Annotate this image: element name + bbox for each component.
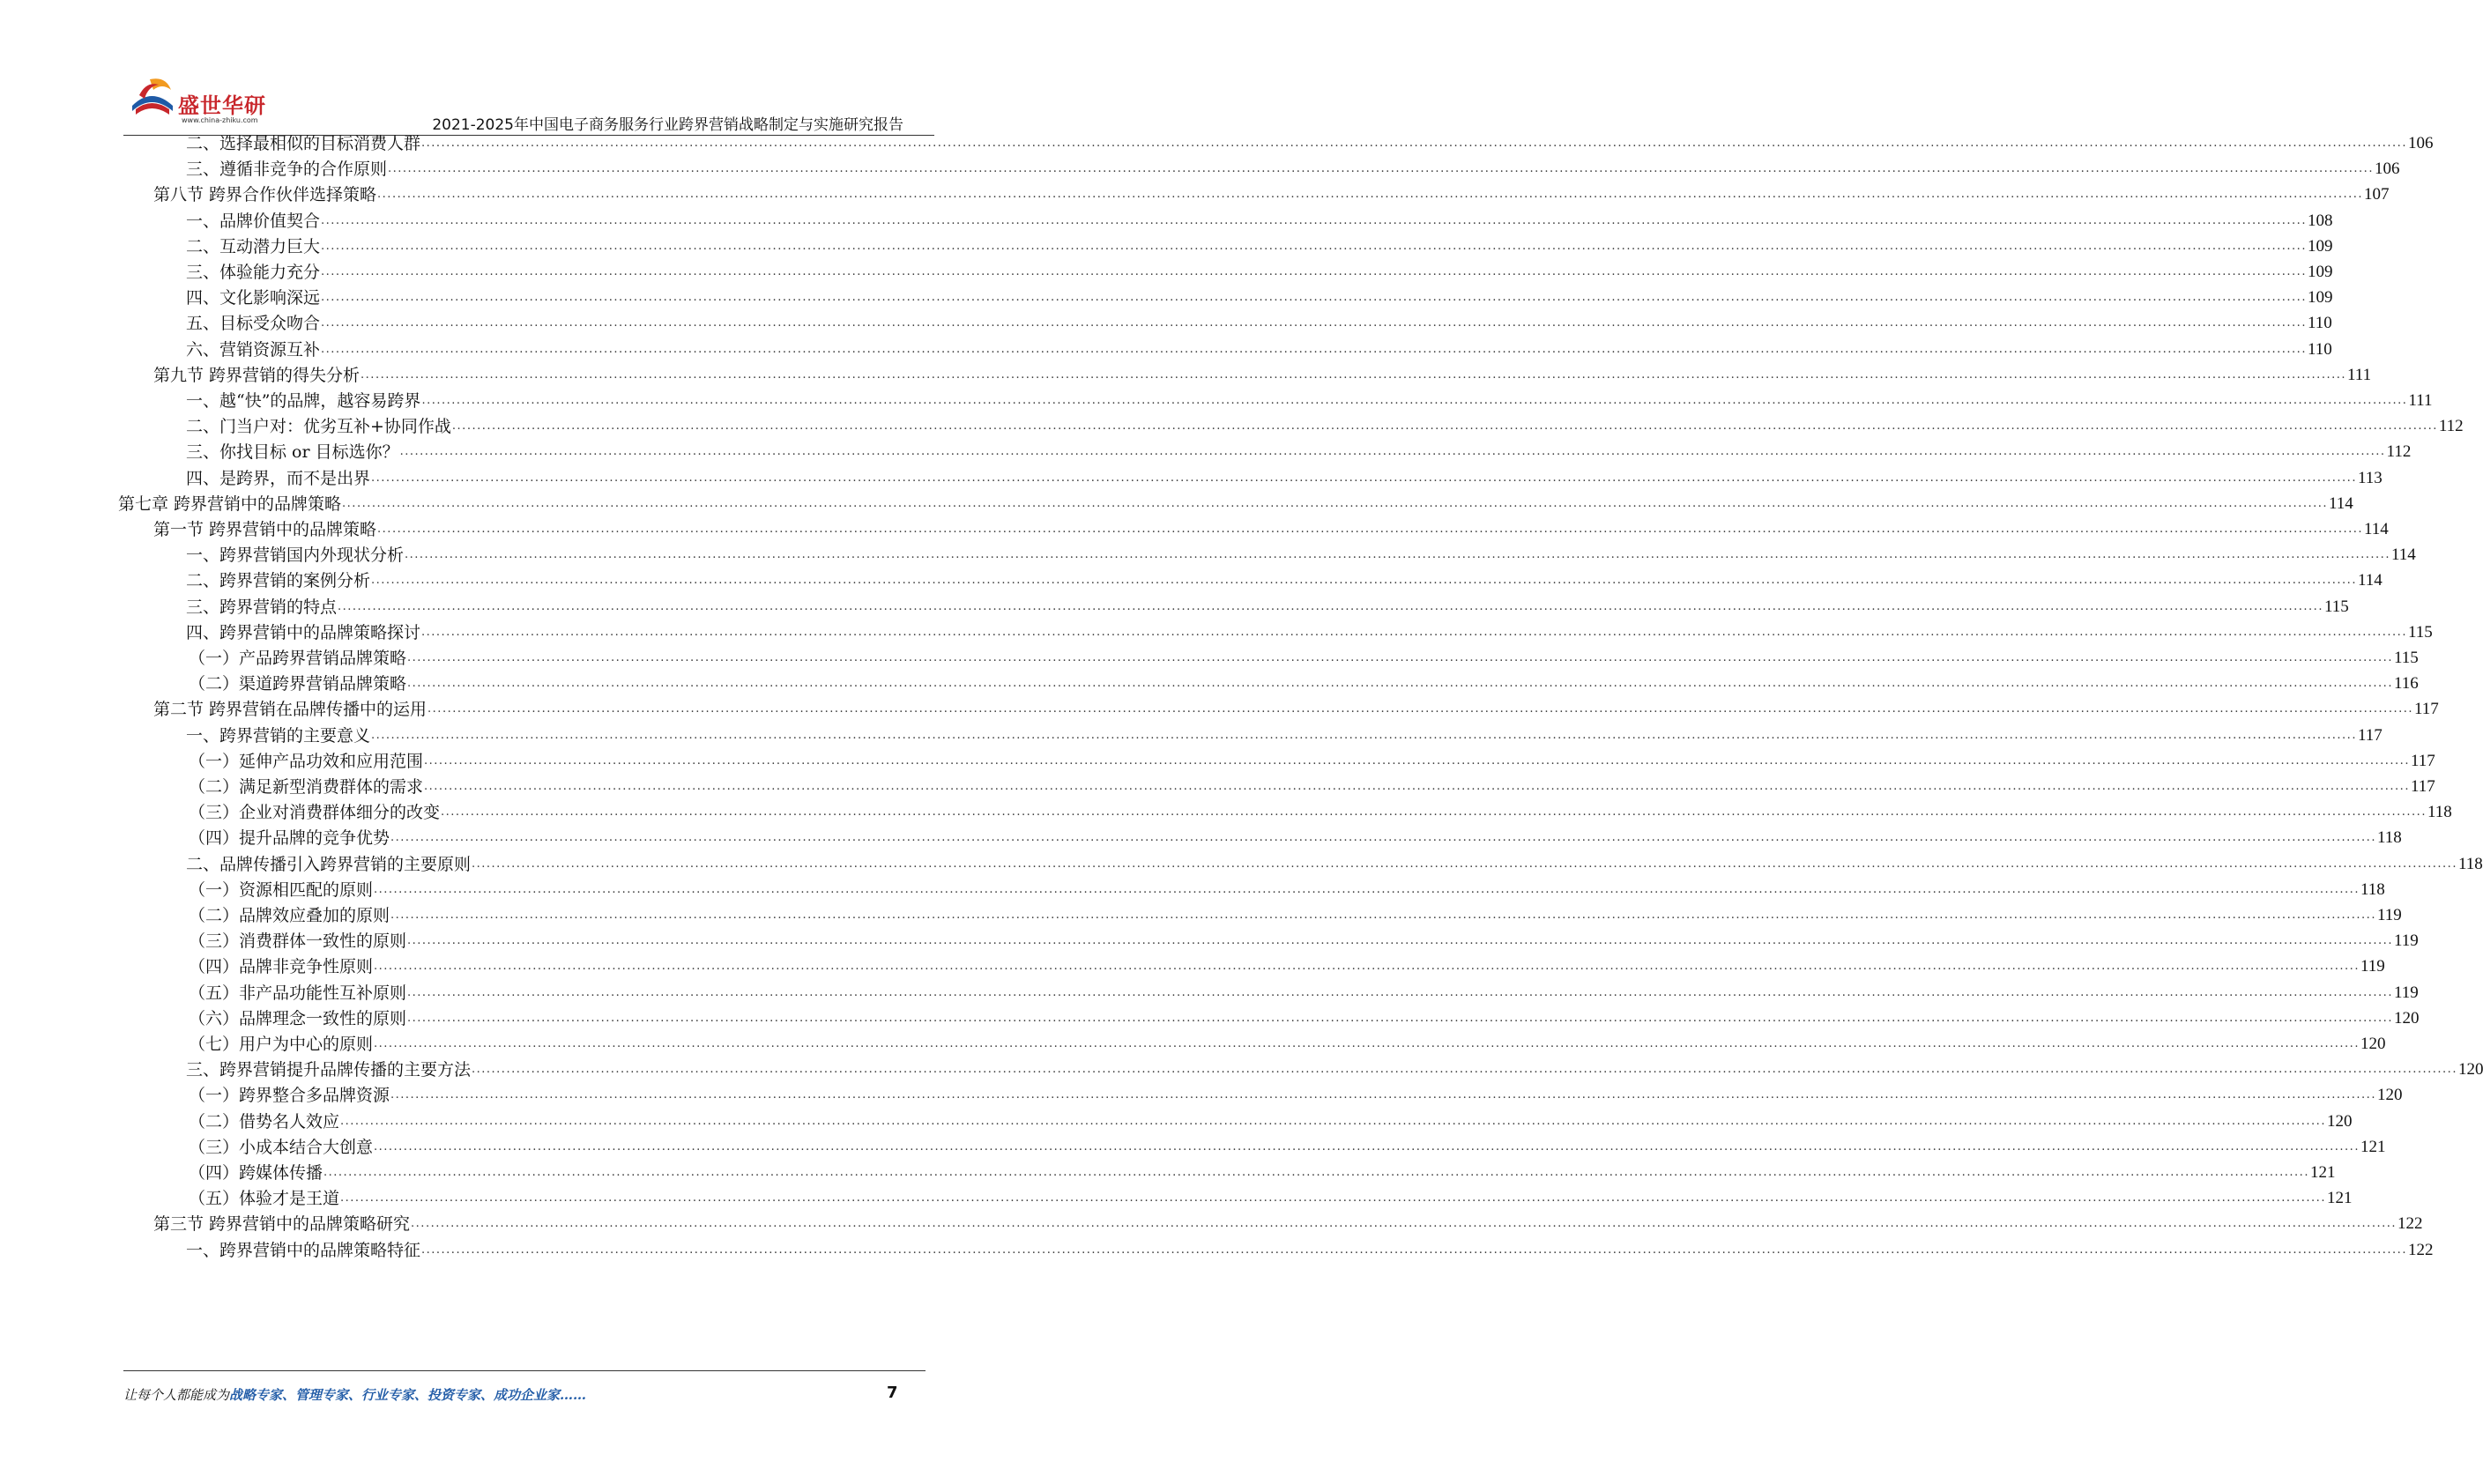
toc-entry-label: 第七章 跨界营销中的品牌策略 [118,493,342,514]
toc-entry[interactable] [189,745,2435,772]
toc-entry-page: 115 [2407,622,2433,642]
toc-dot-leader: ................................................................................................................................................................................................................................................................................................................................................................................................................ [340,1191,2326,1206]
toc-dot-leader: ................................................................................................................................................................................................................................................................................................................................................................................................................ [390,831,2376,845]
toc-entry[interactable] [186,848,2483,875]
toc-entry[interactable] [186,281,2333,308]
toc-entry-label: 二、选择最相似的目标消费人群 [186,134,421,153]
toc-entry[interactable] [186,333,2332,360]
toc-dot-leader: ................................................................................................................................................................................................................................................................................................................................................................................................................ [321,239,2307,253]
toc-dot-leader: ................................................................................................................................................................................................................................................................................................................................................................................................................ [390,1088,2376,1102]
toc-dot-leader: ................................................................................................................................................................................................................................................................................................................................................................................................................ [472,857,2457,871]
toc-entry-label: （三）企业对消费群体细分的改变 [189,803,441,823]
toc-entry-label: （四）品牌非竞争性原则 [189,957,374,977]
toc-entry-page: 121 [2309,1163,2336,1182]
toc-dot-leader: ................................................................................................................................................................................................................................................................................................................................................................................................................ [321,291,2307,305]
toc-entry-page: 108 [2307,211,2333,230]
toc-entry-page: 106 [2407,134,2434,152]
toc-entry-label: （二）品牌效应叠加的原则 [189,906,390,925]
toc-entry-label: （四）跨媒体传播 [189,1163,323,1183]
toc-entry-label: 三、遵循非竞争的合作原则 [186,160,388,180]
toc-entry[interactable] [186,564,2383,591]
toc-entry-page: 117 [2357,725,2383,745]
toc-entry[interactable] [186,127,2434,154]
toc-entry[interactable] [186,1234,2434,1261]
toc-entry-label: 三、跨界营销提升品牌传播的主要方法 [186,1060,472,1080]
toc-entry-page: 119 [2376,906,2402,924]
toc-entry[interactable] [186,204,2333,232]
toc-dot-leader: ................................................................................................................................................................................................................................................................................................................................................................................................................ [407,651,2393,664]
toc-entry-page: 109 [2307,263,2333,281]
toc-dot-leader: ................................................................................................................................................................................................................................................................................................................................................................................................................ [321,342,2307,356]
toc-entry-label: （五）非产品功能性互补原则 [189,983,407,1003]
slogan-highlight: 战略专家、管理专家、行业专家、投资专家、成功企业家…… [229,1387,587,1403]
toc-dot-leader: ................................................................................................................................................................................................................................................................................................................................................................................................................ [407,1011,2393,1025]
toc-entry[interactable] [189,821,2402,849]
toc-entry-page: 118 [2427,803,2452,822]
toc-entry-label: （五）体验才是王道 [189,1189,340,1209]
toc-entry[interactable] [186,590,2349,618]
toc-dot-leader: ................................................................................................................................................................................................................................................................................................................................................................................................................ [390,909,2376,922]
toc-dot-leader: ................................................................................................................................................................................................................................................................................................................................................................................................................ [361,367,2346,382]
toc-entry[interactable] [153,178,2390,205]
page-number: 7 [887,1384,898,1402]
toc-entry-page: 119 [2393,983,2419,1002]
toc-dot-leader: ................................................................................................................................................................................................................................................................................................................................................................................................................ [421,625,2407,639]
toc-dot-leader: ................................................................................................................................................................................................................................................................................................................................................................................................................ [377,523,2363,536]
toc-dot-leader: ................................................................................................................................................................................................................................................................................................................................................................................................................ [340,1114,2326,1128]
toc-dot-leader: ................................................................................................................................................................................................................................................................................................................................................................................................................ [338,599,2323,613]
toc-entry[interactable] [186,538,2416,566]
toc-entry[interactable] [189,770,2435,798]
toc-entry-page: 121 [2326,1189,2353,1208]
toc-entry[interactable] [186,462,2383,489]
toc-entry-page: 112 [2386,442,2412,462]
toc-entry-label: 一、跨界营销中的品牌策略特征 [186,1240,421,1260]
toc-dot-leader: ................................................................................................................................................................................................................................................................................................................................................................................................................ [407,677,2393,691]
toc-entry-label: 二、互动潜力巨大 [186,236,321,256]
company-logo [123,70,282,132]
logo-url: www.china-zhiku.com [182,116,258,124]
toc-entry-page: 110 [2307,314,2332,333]
toc-dot-leader: ................................................................................................................................................................................................................................................................................................................................................................................................................ [374,960,2360,974]
toc-dot-leader: ................................................................................................................................................................................................................................................................................................................................................................................................................ [377,188,2363,202]
toc-entry-page: 117 [2410,777,2435,796]
toc-dot-leader: ................................................................................................................................................................................................................................................................................................................................................................................................................ [371,574,2357,588]
toc-entry[interactable] [118,487,2353,515]
toc-entry-label: 三、跨界营销的特点 [186,597,338,617]
toc-dot-leader: ................................................................................................................................................................................................................................................................................................................................................................................................................ [421,1243,2407,1257]
toc-entry[interactable] [189,976,2419,1004]
toc-entry-label: 第八节 跨界合作伙伴选择策略 [153,185,377,205]
toc-entry[interactable] [153,513,2389,540]
toc-entry-page: 122 [2397,1214,2423,1234]
toc-dot-leader: ................................................................................................................................................................................................................................................................................................................................................................................................................ [374,1139,2360,1154]
toc-dot-leader: ................................................................................................................................................................................................................................................................................................................................................................................................................ [321,213,2307,227]
toc-entry-page: 109 [2307,236,2333,256]
toc-dot-leader: ................................................................................................................................................................................................................................................................................................................................................................................................................ [342,496,2328,510]
toc-entry-page: 118 [2457,854,2483,873]
toc-entry[interactable] [189,873,2385,901]
toc-entry[interactable] [186,410,2464,437]
toc-entry-page: 118 [2360,879,2385,899]
toc-entry[interactable] [189,796,2452,823]
toc-entry-page: 119 [2360,957,2385,976]
toc-entry-label: （一）产品跨界营销品牌策略 [189,649,407,668]
toc-dot-leader: ................................................................................................................................................................................................................................................................................................................................................................................................................ [321,316,2307,330]
toc-entry[interactable] [189,667,2419,694]
toc-entry-page: 116 [2393,674,2419,694]
slogan-prefix: 让每个人都能成为 [123,1387,230,1403]
toc-entry-page: 114 [2390,545,2416,565]
toc-entry-label: （二）借势名人效应 [189,1111,340,1132]
toc-entry-label: 三、你找目标 or 目标选你？ [186,442,399,463]
toc-entry-label: 六、营销资源互补 [186,339,321,360]
toc-entry-label: 一、跨界营销的主要意义 [186,725,371,746]
toc-entry-page: 119 [2393,931,2419,951]
toc-entry-label: 第三节 跨界营销中的品牌策略研究 [153,1214,411,1235]
toc-entry-page: 120 [2376,1086,2403,1105]
toc-entry-page: 121 [2360,1137,2386,1156]
toc-entry-page: 109 [2307,288,2333,308]
toc-entry-page: 110 [2307,339,2332,359]
toc-entry-label: （七）用户为中心的原则 [189,1035,374,1054]
toc-entry[interactable] [189,1002,2420,1029]
toc-entry-page: 107 [2363,185,2390,204]
toc-entry-page: 115 [2323,597,2349,616]
toc-entry-page: 113 [2357,468,2383,487]
toc-dot-leader: ................................................................................................................................................................................................................................................................................................................................................................................................................ [421,137,2407,150]
toc-entry-page: 112 [2438,417,2464,436]
toc-entry[interactable] [186,435,2412,463]
toc-dot-leader: ................................................................................................................................................................................................................................................................................................................................................................................................................ [407,934,2393,948]
toc-entry-label: （一）延伸产品功效和应用范围 [189,751,424,771]
toc-entry-label: 第九节 跨界营销的得失分析 [153,365,361,385]
toc-dot-leader: ................................................................................................................................................................................................................................................................................................................................................................................................................ [323,1166,2309,1179]
footer-divider [123,1370,926,1371]
toc-entry-label: 三、体验能力充分 [186,263,321,282]
toc-entry[interactable] [189,1131,2386,1158]
toc-entry[interactable] [186,384,2433,412]
toc-entry[interactable] [153,693,2439,720]
toc-entry-page: 120 [2360,1035,2386,1053]
logo-book-icon [123,70,180,127]
toc-entry-label: （六）品牌理念一致性的原则 [189,1008,407,1028]
toc-entry[interactable] [189,924,2419,952]
toc-entry[interactable] [186,719,2383,746]
toc-entry-label: （三）消费群体一致性的原则 [189,931,407,952]
toc-entry[interactable] [189,1079,2403,1106]
toc-entry-label: 二、品牌传播引入跨界营销的主要原则 [186,854,472,874]
toc-entry[interactable] [189,1028,2386,1055]
toc-dot-leader: ................................................................................................................................................................................................................................................................................................................................................................................................................ [411,1217,2397,1231]
toc-entry-page: 114 [2363,520,2389,538]
toc-dot-leader: ................................................................................................................................................................................................................................................................................................................................................................................................................ [427,702,2413,716]
toc-entry[interactable] [186,616,2433,643]
toc-entry[interactable] [186,152,2400,180]
toc-entry-page: 114 [2357,571,2383,590]
toc-entry-label: 四、跨界营销中的品牌策略探讨 [186,622,421,642]
toc-entry-page: 117 [2413,700,2439,719]
toc-entry[interactable] [189,950,2385,977]
toc-dot-leader: ................................................................................................................................................................................................................................................................................................................................................................................................................ [472,1063,2457,1077]
toc-entry[interactable] [186,256,2333,283]
toc-dot-leader: ................................................................................................................................................................................................................................................................................................................................................................................................................ [421,394,2408,407]
toc-entry[interactable] [189,1182,2353,1209]
toc-dot-leader: ................................................................................................................................................................................................................................................................................................................................................................................................................ [441,805,2427,820]
toc-entry-page: 111 [2346,365,2372,384]
toc-entry-label: （二）满足新型消费群体的需求 [189,777,424,797]
toc-dot-leader: ................................................................................................................................................................................................................................................................................................................................................................................................................ [399,445,2386,459]
toc-entry-label: 四、是跨界，而不是出界 [186,468,371,488]
toc-entry-page: 120 [2393,1008,2420,1028]
toc-entry-page: 115 [2393,649,2419,667]
toc-entry[interactable] [186,1053,2483,1080]
toc-entry-label: 二、门当户对：优劣互补+协同作战 [186,417,451,437]
toc-dot-leader: ................................................................................................................................................................................................................................................................................................................................................................................................................ [374,1037,2360,1050]
toc-entry-label: （一）跨界整合多品牌资源 [189,1086,390,1106]
toc-dot-leader: ................................................................................................................................................................................................................................................................................................................................................................................................................ [371,471,2357,485]
toc-dot-leader: ................................................................................................................................................................................................................................................................................................................................................................................................................ [407,985,2393,999]
toc-entry[interactable] [189,1105,2353,1132]
toc-entry-label: 四、文化影响深远 [186,288,321,308]
toc-entry-page: 117 [2410,751,2435,770]
toc-dot-leader: ................................................................................................................................................................................................................................................................................................................................................................................................................ [424,780,2410,793]
toc-entry-page: 120 [2457,1060,2483,1080]
toc-entry[interactable] [186,307,2332,334]
toc-entry-label: 五、目标受众吻合 [186,314,321,334]
toc-entry-label: 一、跨界营销国内外现状分析 [186,545,405,566]
toc-entry-label: 一、越“快”的品牌，越容易跨界 [186,391,421,411]
toc-entry-page: 120 [2326,1111,2353,1131]
toc-entry[interactable] [189,1156,2336,1183]
toc-entry-label: 一、品牌价值契合 [186,211,321,231]
toc-entry-label: （二）渠道跨界营销品牌策略 [189,674,407,694]
toc-dot-leader: ................................................................................................................................................................................................................................................................................................................................................................................................................ [451,419,2438,434]
logo-name: 盛世华研 [178,93,266,118]
toc-entry-label: 第二节 跨界营销在品牌传播中的运用 [153,700,427,720]
toc-entry-label: 二、跨界营销的案例分析 [186,571,371,591]
toc-entry-page: 106 [2374,160,2400,179]
toc-entry-page: 122 [2407,1240,2434,1259]
toc-entry[interactable] [189,899,2402,926]
report-title: 2021-2025年中国电子商务服务行业跨界营销战略制定与实施研究报告 [432,116,903,134]
toc-entry-label: （四）提升品牌的竞争优势 [189,828,390,849]
toc-entry-page: 111 [2408,391,2433,410]
toc-entry-label: （一）资源相匹配的原则 [189,879,374,900]
toc-dot-leader: ................................................................................................................................................................................................................................................................................................................................................................................................................ [424,753,2410,768]
toc-dot-leader: ................................................................................................................................................................................................................................................................................................................................................................................................................ [405,548,2390,562]
footer-slogan [123,1385,586,1404]
toc-entry[interactable] [153,1207,2423,1235]
toc-dot-leader: ................................................................................................................................................................................................................................................................................................................................................................................................................ [321,265,2307,278]
toc-entry[interactable] [153,359,2372,386]
toc-entry-page: 118 [2376,828,2402,848]
toc-entry-page: 114 [2328,493,2353,513]
toc-entry-label: 第一节 跨界营销中的品牌策略 [153,520,377,539]
toc-dot-leader: ................................................................................................................................................................................................................................................................................................................................................................................................................ [388,162,2374,176]
toc-dot-leader: ................................................................................................................................................................................................................................................................................................................................................................................................................ [374,882,2360,896]
toc-entry-label: （三）小成本结合大创意 [189,1137,374,1157]
toc-entry[interactable] [186,230,2333,257]
toc-dot-leader: ................................................................................................................................................................................................................................................................................................................................................................................................................ [371,728,2357,742]
toc-entry[interactable] [189,642,2419,669]
